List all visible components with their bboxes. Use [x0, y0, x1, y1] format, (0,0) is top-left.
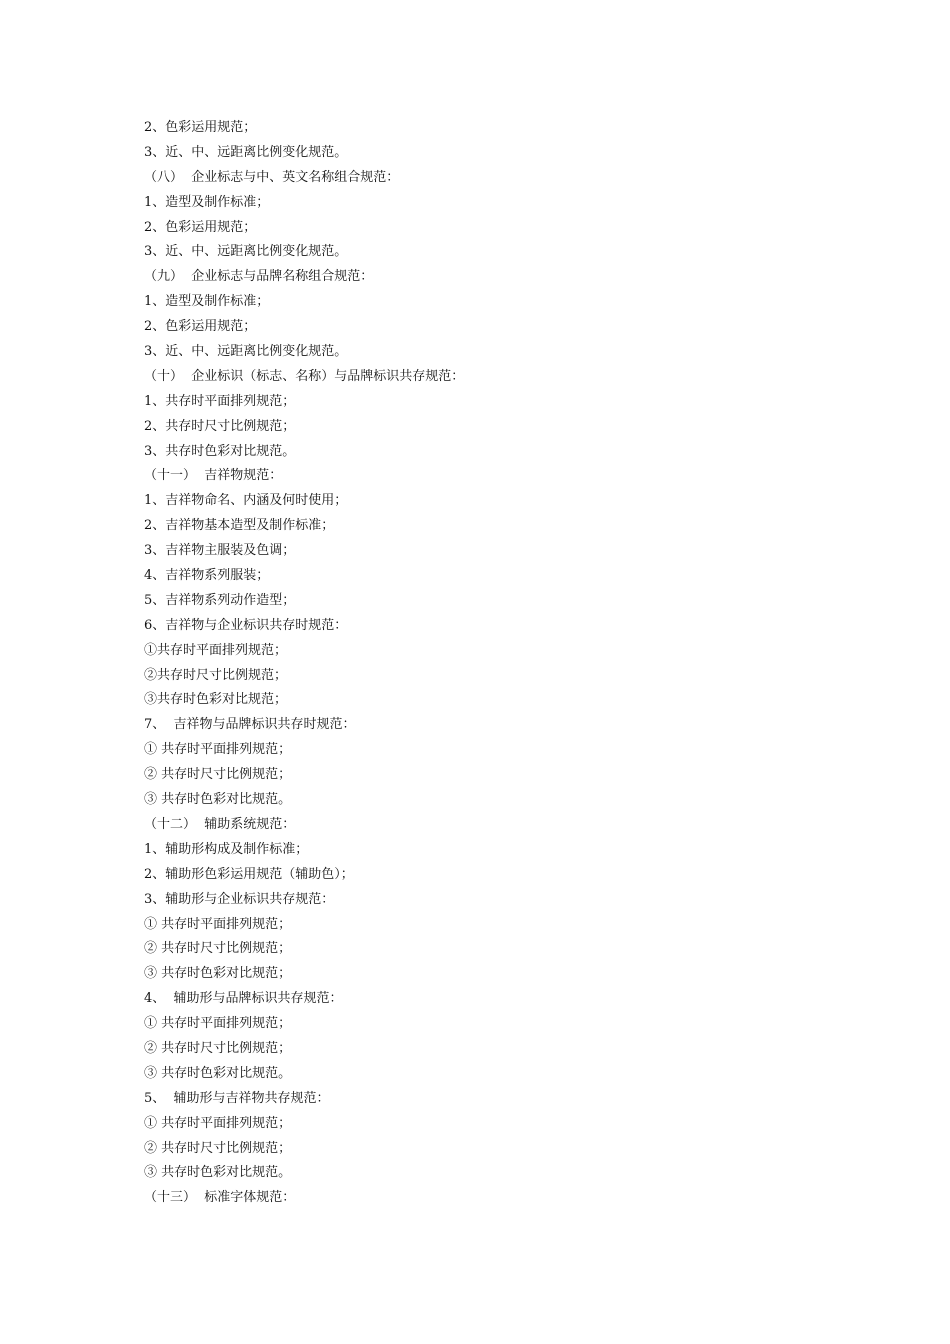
document-line: 1、共存时平面排列规范；	[144, 393, 296, 409]
document-line: 1、辅助形构成及制作标准；	[144, 841, 309, 857]
document-line: ③ 共存时色彩对比规范。	[144, 792, 292, 808]
document-line: 1、造型及制作标准；	[144, 294, 270, 310]
document-line: ② 共存时尺寸比例规范；	[144, 941, 292, 957]
document-line: 4、 辅助形与品牌标识共存规范：	[144, 991, 343, 1007]
document-line: 3、共存时色彩对比规范。	[144, 443, 296, 459]
document-line: 5、吉祥物系列动作造型；	[144, 592, 296, 608]
document-line: 1、造型及制作标准；	[144, 194, 270, 210]
document-line: 4、吉祥物系列服装；	[144, 568, 270, 584]
document-line: ② 共存时尺寸比例规范；	[144, 1040, 292, 1056]
document-line: （九） 企业标志与品牌名称组合规范：	[144, 269, 374, 285]
document-line: ① 共存时平面排列规范；	[144, 1016, 292, 1032]
document-line: ③ 共存时色彩对比规范。	[144, 1165, 292, 1181]
document-line: 5、 辅助形与吉祥物共存规范：	[144, 1090, 330, 1106]
document-line: ① 共存时平面排列规范；	[144, 742, 292, 758]
document-line: （十） 企业标识（标志、名称）与品牌标识共存规范：	[144, 368, 465, 384]
document-line: ③ 共存时色彩对比规范。	[144, 1065, 292, 1081]
document-line: 2、色彩运用规范；	[144, 120, 257, 135]
document-line: ③共存时色彩对比规范；	[144, 692, 288, 708]
document-line: 1、吉祥物命名、内涵及何时使用；	[144, 493, 348, 509]
document-line: 3、近、中、远距离比例变化规范。	[144, 144, 348, 160]
document-line: 2、色彩运用规范；	[144, 319, 257, 335]
document-line: ① 共存时平面排列规范；	[144, 1115, 292, 1131]
document-body	[144, 116, 844, 1211]
document-line: ① 共存时平面排列规范；	[144, 916, 292, 932]
document-line: （八） 企业标志与中、英文名称组合规范：	[144, 169, 400, 185]
document-line: 2、共存时尺寸比例规范；	[144, 418, 296, 434]
document-line: ③ 共存时色彩对比规范；	[144, 966, 292, 982]
document-line: ②共存时尺寸比例规范；	[144, 667, 288, 683]
document-line: ② 共存时尺寸比例规范；	[144, 767, 292, 783]
document-line: （十三） 标准字体规范：	[144, 1190, 296, 1206]
document-line: 3、近、中、远距离比例变化规范。	[144, 244, 348, 260]
document-line: 3、吉祥物主服装及色调；	[144, 543, 296, 559]
document-line: （十二） 辅助系统规范：	[144, 816, 296, 832]
document-line: 2、吉祥物基本造型及制作标准；	[144, 518, 335, 534]
document-line: 6、吉祥物与企业标识共存时规范：	[144, 617, 348, 633]
document-line: ② 共存时尺寸比例规范；	[144, 1140, 292, 1156]
document-line: ①共存时平面排列规范；	[144, 642, 288, 658]
document-line: 2、辅助形色彩运用规范（辅助色）；	[144, 866, 354, 882]
document-line: 3、辅助形与企业标识共存规范：	[144, 891, 335, 907]
document-line: （十一） 吉祥物规范：	[144, 468, 283, 484]
document-line: 7、 吉祥物与品牌标识共存时规范：	[144, 717, 356, 733]
document-line: 2、色彩运用规范；	[144, 219, 257, 235]
document-line: 3、近、中、远距离比例变化规范。	[144, 344, 348, 360]
